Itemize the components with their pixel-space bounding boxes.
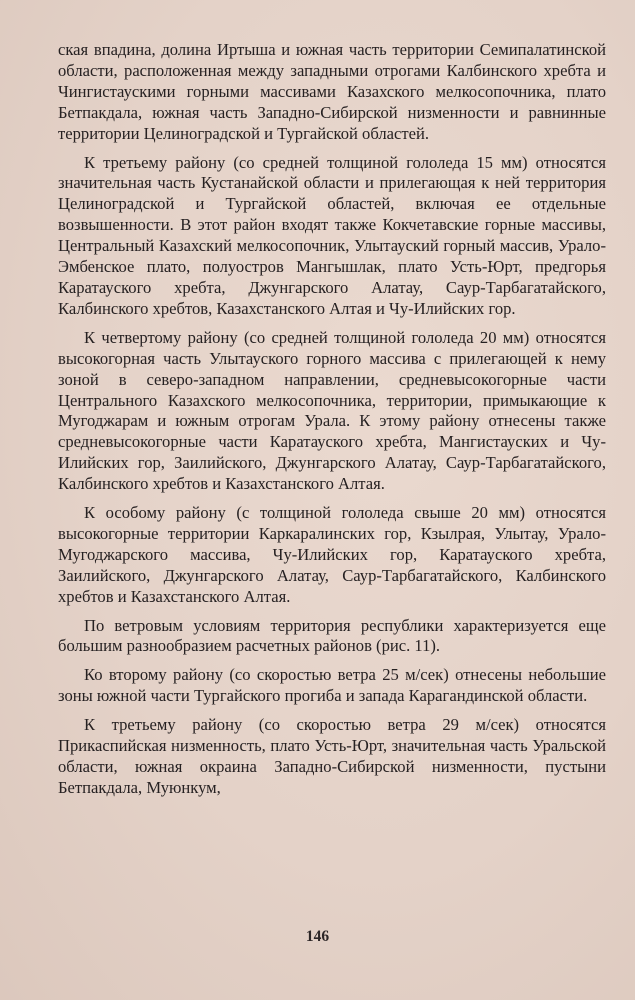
paragraph-continuation: ская впадина, долина Иртыша и южная часть территории Семипалатинской области, расположенная между западными отрогами Калбинского хребта и Чингистаускими горными массивами Казахского мелкосопочника, плато Бетпакдала, южная часть Западно-Сибирской низменности и равнинные территории Целиноградской и Тургайской областей.	[58, 40, 606, 143]
paragraph-special-ice-region: К особому району (с толщиной гололеда свыше 20 мм) относятся высокогорные территории Каркаралинских гор, Кзылрая, Улытау, Урало-Мугоджарского массива, Чу-Илийских гор, Каратауского хребта, Заилийского, Джунгарского Алатау, Саур-Тарбагатайского, Калбинского хребтов и Казахстанского Алтая.	[58, 503, 606, 606]
paragraph-wind-conditions: По ветровым условиям территория республики характеризуется еще большим разнообразием расчетных районов (рис. 11).	[58, 615, 606, 656]
page-number: 146	[305, 928, 330, 945]
paragraph-third-wind-region: К третьему району (со скоростью ветра 29 м/сек) относятся Прикаспийская низменность, плато Усть-Юрт, значительная часть Уральской области, южная окраина Западно-Сибирской низменности, пустыни Бетпакдала, Муюнкум,	[58, 715, 606, 797]
paragraph-fourth-ice-region: К четвертому району (со средней толщиной гололеда 20 мм) относятся высокогорная часть Улытауского горного массива с прилегающей к нему зоной в северо-западном направлении, средневысокогорные части Центрального Казахского мелкосопочника, территории, примыкающие к Мугоджарам и южным отрогам Урала. К этому району отнесены также средневысокогорные части Каратауского хребта, Мангистауских и Чу-Илийских гор, Заилийского, Джунгарского Алатау, Саур-Тарбагатайского, Калбинского хребтов и Казахстанского Алтая.	[58, 327, 606, 494]
page-text-body	[58, 40, 606, 807]
paragraph-second-wind-region: Ко второму району (со скоростью ветра 25 м/сек) отнесены небольшие зоны южной части Тургайского прогиба и запада Карагандинской области.	[58, 665, 606, 706]
paragraph-third-ice-region: К третьему району (со средней толщиной гололеда 15 мм) относятся значительная часть Кустанайской области и прилегающая к ней территория Целиноградской и Тургайской областей, включая ее отдельные возвышенности. В этот район входят также Кокчетавские горные массивы, Центральный Казахский мелкосопочник, Улытауский горный массив, Урало-Эмбенское плато, полуостров Мангышлак, плато Усть-Юрт, предгорья Каратауского хребта, Джунгарского Алатау, Саур-Тарбагатайского, Калбинского хребтов, Казахстанского Алтая и Чу-Илийских гор.	[58, 152, 606, 318]
